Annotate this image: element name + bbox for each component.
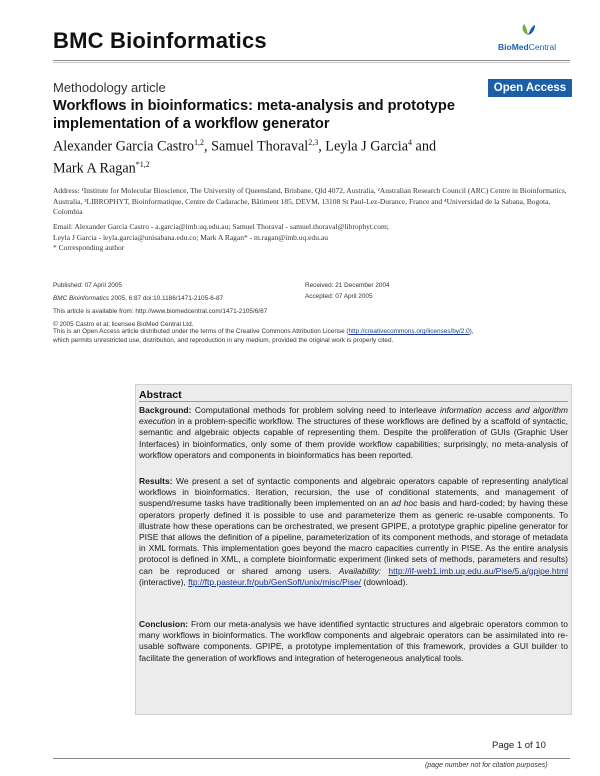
author-emails: Email: Alexander Garcia Castro - a.garcia@imb.uq.edu.au; Samuel Thoraval - samuel.thoraval@librophyt.com; Leyla J Garcia - leyla.garcia@unisabana.edu.co; Mark A Ragan* - m.ragan@imb.uq.edu.au [53, 222, 389, 242]
article-type: Methodology article [53, 80, 166, 95]
published-date: Published: 07 April 2005 [53, 282, 122, 289]
publisher-logo [498, 22, 558, 54]
citation: BMC Bioinformatics 2005, 6:87 doi:10.1186/1471-2105-6-87 [53, 295, 224, 302]
header-divider-secondary [53, 62, 570, 63]
license-link[interactable]: http://creativecommons.org/licenses/by/2.0 [348, 328, 470, 335]
open-access-badge: Open Access [488, 79, 572, 97]
publisher-name: BioMedCentral [498, 42, 557, 52]
article-title: Workflows in bioinformatics: meta-analysis and prototype implementation of a workflow generator [53, 98, 455, 132]
abstract-heading: Abstract [139, 389, 182, 401]
journal-name: BMC Bioinformatics [53, 28, 267, 53]
abstract-background: Background: Computational methods for problem solving need to interleave information access and algorithm execution in a problem-specific workflow. The structures of these workflows are defined by a scaffold of syntactic, semantic and algebraic objects capable of representing them. Despite the proliferation of GUIs (Graphic User Interfaces) in bioinformatics, only some of them provide workflow capabilities; surprisingly, no meta-analysis of workflow operators and components in bioinformatics has been reported. [139, 405, 569, 460]
page-number: Page 1 of 10 [492, 740, 546, 751]
abstract-results: Results: We present a set of syntactic components and algebraic operators capable of representing analytical workflows in bioinformatics. Iteration, recursion, the use of conditional statements, and management of suspend/resume tasks have traditionally been implemented on an ad hoc basis and hard-coded; by having these operators properly defined it is possible to use and parameterize them as generic re-usable components. To illustrate how these operations can be orchestrated, we present GPIPE, a prototype graphic pipeline generator for PISE that allows the definition of a pipeline, parameterization of its component methods, and storage of metadata in XML formats. This implementation goes beyond the macro capacities currently in PISE. As the entire analysis protocol is defined in XML, a complete bioinformatic experiment (linked sets of methods, parameters and results) can be reproduced or shared among users. Availability: http://if-web1.imb.uq.edu.au/Pise/5.a/gpipe.html (interactive), ftp://ftp.pasteur.fr/pub/GenSoft/unix/misc/Pise/ (download). [139, 476, 568, 587]
header-divider [53, 60, 570, 61]
license-text: This is an Open Access article distributed under the terms of the Creative Commons Attribution License (http://creativecommons.org/licenses/by/2.0), which permits unrestricted use, distribution, and reproduction in any medium, provided the original work is properly cited. [53, 328, 474, 344]
corresponding-note: * Corresponding author [53, 243, 125, 252]
copyright: © 2005 Castro et al; licensee BioMed Central Ltd. [53, 321, 194, 328]
download-link[interactable]: ftp://ftp.pasteur.fr/pub/GenSoft/unix/misc/Pise/ [188, 576, 362, 587]
article-url[interactable]: This article is available from: http://www.biomedcentral.com/1471-2105/6/87 [53, 308, 268, 315]
received-date: Received: 21 December 2004 [305, 282, 390, 289]
interactive-link[interactable]: http://if-web1.imb.uq.edu.au/Pise/5.a/gpipe.html [388, 565, 568, 576]
author-addresses: Address: ¹Institute for Molecular Bioscience, The University of Queensland, Brisbane, Qld 4072, Australia, ²Australian Research Council (ARC) Centre in Bioinformatics, Australia, ³LIBROPHYT, Bioinformatique, Centre de Cadarache, Bâtiment 185, DEVM, 13108 St Paul-Lez-Durance, France and ⁴Universidad de la Sabana, Bogota, Colombia [53, 186, 567, 217]
accepted-date: Accepted: 07 April 2005 [305, 293, 373, 300]
abstract-divider [139, 401, 568, 402]
author-list: Alexander Garcia Castro$^{1,2}$, Samuel Thoraval$^{2,3}$, Leyla J Garcia$^4$ and Mark A Ragan$^{*1,2}$ [53, 138, 437, 177]
page-note: (page number not for citation purposes) [425, 762, 548, 769]
footer-divider [53, 758, 570, 759]
abstract-conclusion: Conclusion: From our meta-analysis we have identified syntactic structures and algebraic operators common to many workflows in bioinformatics. The workflow components and algebraic operators can be assimilated into re-usable software components. GPIPE, a prototype implementation of this framework, provides a GUI builder to facilitate the generation of workflows and integration of heterogeneous analytical tools. [139, 619, 568, 663]
biomed-leaf-icon [520, 22, 536, 36]
